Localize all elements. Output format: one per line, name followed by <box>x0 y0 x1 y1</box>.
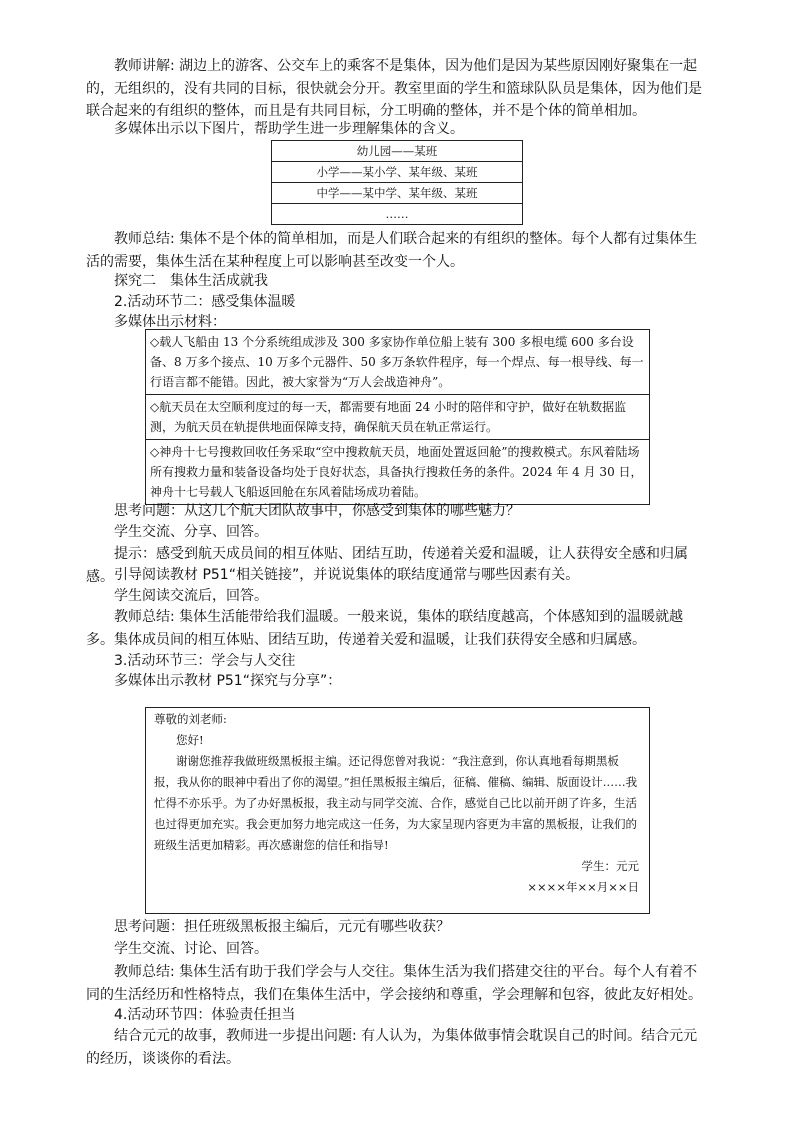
paragraph-question-1: 思考问题：从这几个航天团队故事中，你感受到集体的哪些魅力？ <box>114 503 520 519</box>
school-group-table <box>271 140 523 225</box>
paragraph-guide-reading: 引导阅读教材 P51“相关链接”，并说说集体的联结度通常与哪些因素有关。 <box>114 567 580 583</box>
table-row <box>272 141 523 162</box>
material-item-1: ◇载人飞船由 13 个分系统组成涉及 300 多家协作单位船上装有 300 多根电缆 600 多台设备、8 万多个接点、10 万多个元器件、50 多万条软件程序，每一个焊点、每一根导线、每一行语言都不能错。因此，被大家誉为“万人会战造神舟”。 <box>146 330 650 395</box>
material-item-3: ◇神舟十七号搜救回收任务采取“空中搜救航天员，地面处置返回舱”的搜救模式。东风着陆场所有搜救力量和装备设备均处于良好状态，具备执行搜救任务的条件。2024 年 4 月 30 日，神舟十七号载人飞船返回舱在东风着陆场成功着陆。 <box>146 440 650 505</box>
paragraph-student-exchange-1: 学生交流、分享、回答。 <box>114 524 268 540</box>
paragraph-teacher-summary-2: 教师总结: 集体生活能带给我们温暖。一般来说，集体的联结度越高，个体感知到的温暖就越多。集体成员间的相互体贴、团结互助，传递着关爱和温暖，让我们获得安全感和归属感。 <box>86 609 684 648</box>
letter-signature: 学生：元元 <box>581 859 639 873</box>
paragraph-multimedia-share: 多媒体出示教材 P51“探究与分享”： <box>114 673 342 689</box>
table-row <box>272 204 523 225</box>
activity-heading-4: 4.活动环节四：体验责任担当 <box>114 1007 296 1023</box>
paragraph-multimedia-images: 多媒体出示以下图片，帮助学生进一步理解集体的含义。 <box>114 121 464 137</box>
letter-greeting: 尊敬的刘老师: <box>154 712 227 726</box>
material-item-2: ◇航天员在太空顺利度过的每一天，都需要有地面 24 小时的陪伴和守护，做好在轨数据监测，为航天员在轨提供地面保障支持，确保航天员在轨正常运行。 <box>146 395 650 440</box>
table-cell: …… <box>272 204 523 225</box>
letter-box <box>145 707 650 914</box>
paragraph-teacher-summary-1: 教师总结: 集体不是个体的简单相加，而是人们联合起来的有组织的整体。每个人都有过集体生活的需要，集体生活在某种程度上可以影响甚至改变一个人。 <box>86 231 698 270</box>
paragraph-question-2: 思考问题：担任班级黑板报主编后，元元有哪些收获？ <box>114 919 450 935</box>
table-row <box>146 440 650 505</box>
table-cell: 幼儿园——某班 <box>272 141 523 162</box>
table-cell: 小学——某小学、某年级、某班 <box>272 162 523 183</box>
letter-hello: 您好! <box>176 733 204 747</box>
space-team-material-table <box>145 329 650 505</box>
letter-body: 谢谢您推荐我做班级黑板报主编。还记得您曾对我说：“我注意到，你认真地看每期黑板报，我从你的眼神中看出了你的渴望。”担任黑板报主编后，征稿、催稿、编辑、版面设计……我忙得不亦乐乎。为了办好黑板报，我主动与同学交流、合作，感觉自己比以前开朗了许多，生活也过得更加充实。我会更加努力地完成这一任务，为大家呈现内容更为丰富的黑板报，让我们的班级生活更加精彩。再次感谢您的信任和指导! <box>154 754 638 852</box>
activity-heading-2: 2.活动环节二：感受集体温暖 <box>114 294 296 310</box>
section-heading-explore-2: 探究二 集体生活成就我 <box>114 273 268 289</box>
table-row <box>272 162 523 183</box>
activity-heading-3: 3.活动环节三：学会与人交往 <box>114 653 296 669</box>
table-row <box>146 330 650 395</box>
paragraph-multimedia-material: 多媒体出示材料： <box>114 314 226 330</box>
paragraph-hint: 提示：感受到航天成员间的相互体贴、团结互助，传递着关爱和温暖，让人获得安全感和归属感。 <box>86 546 688 585</box>
paragraph-teacher-explanation: 教师讲解: 湖边上的游客、公交车上的乘客不是集体，因为他们是因为某些原因刚好聚集在一起的，无组织的，没有共同的目标，很快就会分开。教室里面的学生和篮球队队员是集体，因为他们是联合起来的有组织的整体，而且是有共同目标，分工明确的整体，并不是个体的简单相加。 <box>86 58 702 119</box>
letter-date: ××××年××月××日 <box>527 880 639 894</box>
paragraph-student-reading: 学生阅读交流后，回答。 <box>114 588 268 604</box>
paragraph-teacher-summary-3: 教师总结: 集体生活有助于我们学会与人交往。集体生活为我们搭建交往的平台。每个人有着不同的生活经历和性格特点，我们在集体生活中，学会接纳和尊重，学会理解和包容，彼此友好相处。 <box>86 964 702 1003</box>
table-cell: 中学——某中学、某年级、某班 <box>272 183 523 204</box>
table-row <box>272 183 523 204</box>
paragraph-final-question: 结合元元的故事，教师进一步提出问题: 有人认为，为集体做事情会耽误自己的时间。结合元元的经历，谈谈你的看法。 <box>86 1028 698 1067</box>
table-row <box>146 395 650 440</box>
paragraph-student-exchange-2: 学生交流、讨论、回答。 <box>114 941 268 957</box>
